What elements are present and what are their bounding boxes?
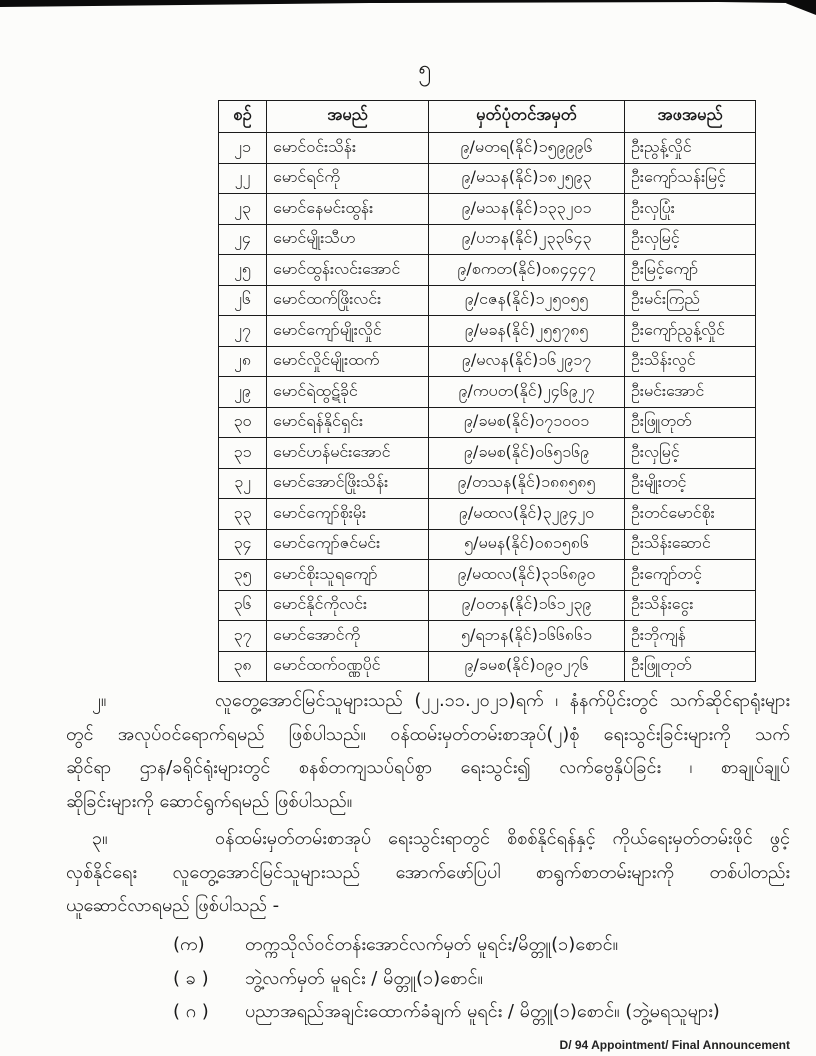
name-cell: မောင်ဟန်မင်းအောင် <box>267 438 429 469</box>
father-name-cell: ဦးကျော်ညွန့်လှိုင် <box>625 316 756 347</box>
list-item-ga <box>173 995 793 1029</box>
name-cell: မောင်အောင်ဖြိုးသိန်း <box>267 468 429 499</box>
table-row <box>219 224 756 255</box>
table-row <box>219 468 756 499</box>
nrc-cell: ၉/ခမစ(နိုင်)ဝ၉၀၂၇၆ <box>429 651 625 682</box>
serial-cell: ၂၄ <box>219 224 267 255</box>
serial-cell: ၃၄ <box>219 529 267 560</box>
father-name-cell: ဦးကျော်သန်းမြင့် <box>625 163 756 194</box>
nrc-cell: ၅/ရဘန(နိုင်)၁၆၆၈၆၁ <box>429 621 625 652</box>
table-row <box>219 560 756 591</box>
nrc-cell: ၉/ခမစ(နိုင်)ဝ၆၅၁၆၉ <box>429 438 625 469</box>
father-name-cell: ဦးလှပြုံး <box>625 194 756 225</box>
nrc-cell: ၉/မတရ(နိုင်)၁၅၉၉၉၆ <box>429 133 625 164</box>
serial-cell: ၂၁ <box>219 133 267 164</box>
list-item-kha-label: ( ခ ) <box>173 967 209 989</box>
page-number: ၅ <box>418 56 432 82</box>
father-name-cell: ဦးလှမြင့် <box>625 438 756 469</box>
header-father-name: အဖအမည် <box>625 101 756 133</box>
paragraph-3 <box>66 822 790 923</box>
table-row <box>219 316 756 347</box>
list-item-kha <box>173 962 793 996</box>
name-cell: မောင်ကျော်စိုးမိုး <box>267 499 429 530</box>
nrc-cell: ၉/မသန(နိုင်)၁၈၂၅၉၃ <box>429 163 625 194</box>
paragraph-3-line-3: ယူဆောင်လာရမည် ဖြစ်ပါသည် - <box>66 895 280 916</box>
nrc-cell: ၅/မမန(နိုင်)ဝ၈၁၅၈၆ <box>429 529 625 560</box>
nrc-cell: ၉/မထလ(နိုင်)၃၁၆၈၉၀ <box>429 560 625 591</box>
serial-cell: ၂၆ <box>219 285 267 316</box>
serial-cell: ၂၈ <box>219 346 267 377</box>
paragraph-3-line-1 <box>66 822 790 856</box>
name-cell: မောင်ရင်ကို <box>267 163 429 194</box>
nrc-cell: ၉/စကတ(နိုင်)ဝ၈၄၄၄၇ <box>429 255 625 286</box>
name-cell: မောင်ကျော်ဇင်မင်း <box>267 529 429 560</box>
name-cell: မောင်လှိုင်မျိုးထက် <box>267 346 429 377</box>
father-name-cell: ဦးမြင့်ကျော် <box>625 255 756 286</box>
paragraph-3-number: ၃။ <box>92 828 108 849</box>
required-documents-list <box>173 928 793 1029</box>
father-name-cell: ဦးဖြူတုတ် <box>625 407 756 438</box>
name-cell: မောင်ကျော်မျိုးလှိုင် <box>267 316 429 347</box>
header-serial-no: စဉ် <box>219 101 267 133</box>
father-name-cell: ဦးမင်းအောင် <box>625 377 756 408</box>
nrc-cell: ၉/မခန(နိုင်)၂၅၅၇၈၅ <box>429 316 625 347</box>
list-item-ka <box>173 928 793 962</box>
name-cell: မောင်ထွန်းလင်းအောင် <box>267 255 429 286</box>
table-row <box>219 651 756 682</box>
applicant-roster-table <box>218 100 756 682</box>
father-name-cell: ဦးညွန့်လှိုင် <box>625 133 756 164</box>
serial-cell: ၃၀ <box>219 407 267 438</box>
list-item-ga-text: ပညာအရည်အချင်းထောက်ခံချက် မူရင်း / မိတ္တူ(၁)စောင်။ (ဘွဲ့မရသူများ) <box>245 1001 720 1022</box>
paragraph-2-line-2: တွင် အလုပ်ဝင်ရောက်ရမည် ဖြစ်ပါသည်။ ဝန်ထမ်းမှတ်တမ်းစာအုပ်(၂)စုံ ရေးသွင်းခြင်းများကို သက် <box>66 723 790 745</box>
paragraph-3-text: ဝန်ထမ်းမှတ်တမ်းစာအုပ် ရေးသွင်းရာတွင် စိစစ်နိုင်ရန်နှင့် ကိုယ်ရေးမှတ်တမ်းဖိုင် ဖွင့် <box>215 828 790 849</box>
table-row <box>219 346 756 377</box>
list-item-ka-text: တက္ကသိုလ်ဝင်တန်းအောင်လက်မှတ် မူရင်း/မိတ္တူ(၁)စောင်။ <box>245 934 619 955</box>
table-row <box>219 133 756 164</box>
serial-cell: ၃၂ <box>219 468 267 499</box>
name-cell: မောင်ထက်ဝဏ္ဏပိုင် <box>267 651 429 682</box>
scan-artifact-top-edge <box>0 0 816 14</box>
nrc-cell: ၉/မထလ(နိုင်)၃၂၉၄၂၀ <box>429 499 625 530</box>
father-name-cell: ဦးဘိုကျန် <box>625 621 756 652</box>
table-row <box>219 499 756 530</box>
name-cell: မောင်အောင်ကို <box>267 621 429 652</box>
serial-cell: ၃၃ <box>219 499 267 530</box>
nrc-cell: ၉/မလန(နိုင်)၁၆၂၉၁၇ <box>429 346 625 377</box>
paragraph-2-line-1 <box>66 684 790 718</box>
table-row <box>219 285 756 316</box>
nrc-cell: ၉/ငဇန(နိုင်)၁၂၅၀၅၅ <box>429 285 625 316</box>
serial-cell: ၂၂ <box>219 163 267 194</box>
serial-cell: ၂၉ <box>219 377 267 408</box>
father-name-cell: ဦးကျော်တင့် <box>625 560 756 591</box>
serial-cell: ၃၆ <box>219 590 267 621</box>
nrc-cell: ၉/တသန(နိုင်)၁၈၈၅၈၅ <box>429 468 625 499</box>
serial-cell: ၂၅ <box>219 255 267 286</box>
paragraph-3-line-2: လှစ်နိုင်ရေး လူတွေ့အောင်မြင်သူများသည် အောက်ဖော်ပြပါ စာရွက်စာတမ်းများကို တစ်ပါတည်း <box>66 861 790 883</box>
table-row <box>219 255 756 286</box>
nrc-cell: ၉/ဝတန(နိုင်)၁၆၁၂၃၉ <box>429 590 625 621</box>
paragraph-2-number: ၂။ <box>92 690 107 711</box>
paragraph-2-text: လူတွေ့အောင်မြင်သူများသည် (၂၂.၁၁.၂၀၂၁)ရက် ၊ နံနက်ပိုင်းတွင် သက်ဆိုင်ရာရုံးများ <box>215 690 790 711</box>
scan-artifact-top-right-corner <box>786 0 816 15</box>
nrc-cell: ၉/မသန(နိုင်)၁၃၃၂၀၁ <box>429 194 625 225</box>
paragraph-2-line-4: ဆိုခြင်းများကို ဆောင်ရွက်ရမည် ဖြစ်ပါသည်။ <box>66 790 353 812</box>
table-row <box>219 407 756 438</box>
name-cell: မောင်မျိုးသီဟ <box>267 224 429 255</box>
list-item-kha-text: ဘွဲ့လက်မှတ် မူရင်း / မိတ္တူ(၁)စောင်။ <box>245 967 483 989</box>
header-name: အမည် <box>267 101 429 133</box>
table-row <box>219 163 756 194</box>
nrc-cell: ၉/ပဘန(နိုင်)၂၃၃၆၄၃ <box>429 224 625 255</box>
father-name-cell: ဦးသိန်းလွင် <box>625 346 756 377</box>
name-cell: မောင်ထက်ဖြိုးလင်း <box>267 285 429 316</box>
serial-cell: ၃၅ <box>219 560 267 591</box>
table-row <box>219 590 756 621</box>
father-name-cell: ဦးမင်းကြည် <box>625 285 756 316</box>
serial-cell: ၂၇ <box>219 316 267 347</box>
paragraph-2 <box>66 684 790 818</box>
serial-cell: ၃၇ <box>219 621 267 652</box>
father-name-cell: ဦးတင်မောင်စိုး <box>625 499 756 530</box>
name-cell: မောင်နေမင်းထွန်း <box>267 194 429 225</box>
serial-cell: ၂၃ <box>219 194 267 225</box>
table-header-row <box>219 101 756 133</box>
name-cell: မောင်ဝင်းသိန်း <box>267 133 429 164</box>
name-cell: မောင်ရဲထွဋ်ခိုင် <box>267 377 429 408</box>
list-item-ka-label: (က) <box>173 934 205 955</box>
table-row <box>219 621 756 652</box>
father-name-cell: ဦးလှမြင့် <box>625 224 756 255</box>
serial-cell: ၃၁ <box>219 438 267 469</box>
name-cell: မောင်ရန်နိုင်ရှင်း <box>267 407 429 438</box>
roster-table-body <box>219 133 756 682</box>
serial-cell: ၃၈ <box>219 651 267 682</box>
table-row <box>219 377 756 408</box>
table-row <box>219 438 756 469</box>
name-cell: မောင်နိုင်ကိုလင်း <box>267 590 429 621</box>
father-name-cell: ဦးသိန်းဆောင် <box>625 529 756 560</box>
father-name-cell: ဦးသိန်းငွေး <box>625 590 756 621</box>
table-row <box>219 529 756 560</box>
father-name-cell: ဦးဖြူတုတ် <box>625 651 756 682</box>
table-row <box>219 194 756 225</box>
nrc-cell: ၉/ခမစ(နိုင်)ဝ၇၁၀၀၁ <box>429 407 625 438</box>
header-nrc-number: မှတ်ပုံတင်အမှတ် <box>429 101 625 133</box>
nrc-cell: ၉/ကပတ(နိုင်)၂၄၆၉၂၇ <box>429 377 625 408</box>
list-item-ga-label: ( ဂ ) <box>173 1001 209 1022</box>
father-name-cell: ဦးမျိုးတင့် <box>625 468 756 499</box>
paragraph-2-line-3: ဆိုင်ရာ ဌာန/ခရိုင်ရုံးများတွင် စနစ်တကျသပ်ရပ်စွာ ရေးသွင်း၍ လက်ဗွေနှိပ်ခြင်း ၊ စာချုပ်ချုပ် <box>66 757 790 778</box>
name-cell: မောင်စိုးသူရကျော် <box>267 560 429 591</box>
footer-reference: D/ 94 Appointment/ Final Announcement <box>559 1038 790 1052</box>
